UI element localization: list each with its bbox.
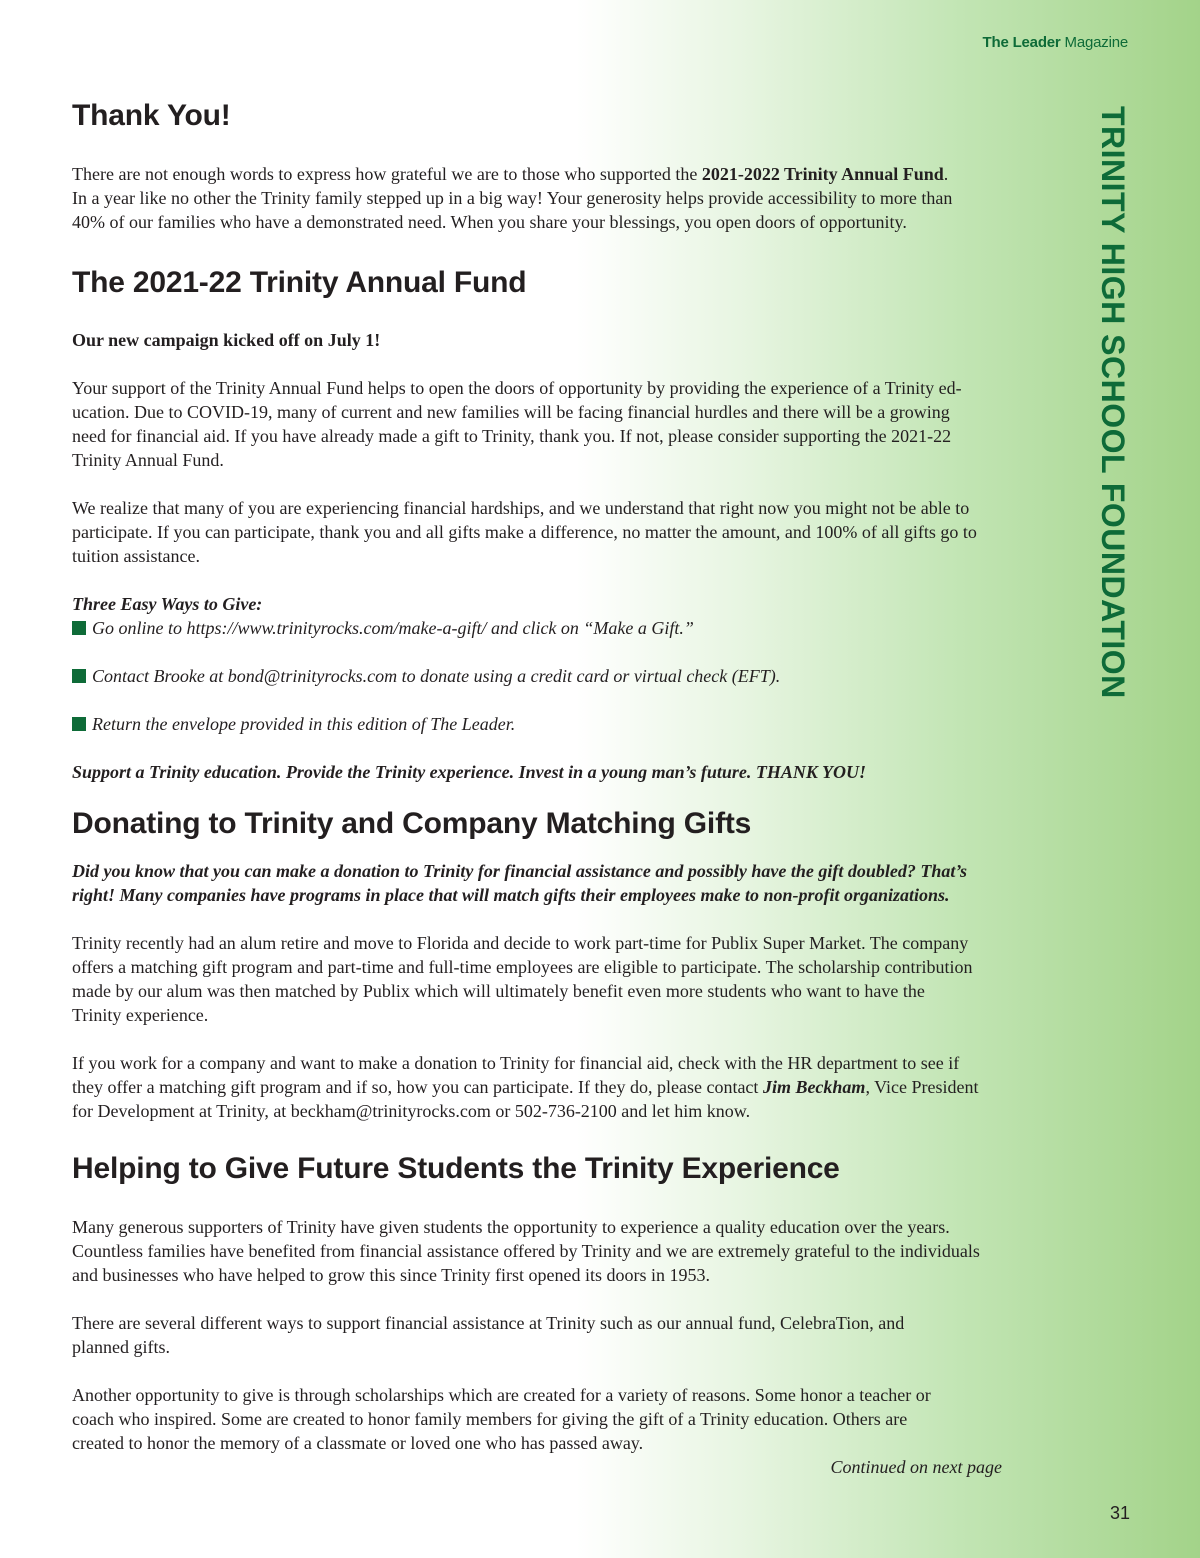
heading-thank-you: Thank You!: [72, 99, 231, 132]
text-line: need for financial aid. If you have already made a gift to Trinity, thank you. If not, please consider supporting the 2021-22: [72, 426, 952, 446]
text-line: Countless families have benefited from financial assistance offered by Trinity and we are extremely grateful to the individuals: [72, 1241, 980, 1261]
way-text: Return the envelope provided in this edition of The Leader.: [92, 714, 516, 734]
text-line: right! Many companies have programs in place that will match gifts their employees make to non-profit organizations.: [72, 885, 950, 905]
text-line: created to honor the memory of a classmate or loved one who has passed away.: [72, 1433, 644, 1453]
text-line: ucation. Due to COVID-19, many of current and new families will be facing financial hurdles and there will be a growing: [72, 402, 950, 422]
text-line: tuition assistance.: [72, 546, 200, 566]
matching-intro: [72, 859, 1072, 907]
header-brand: The Leader: [982, 34, 1061, 51]
way-item: [72, 664, 1072, 688]
text-run: , Vice President: [865, 1077, 979, 1097]
text-run: they offer a matching gift program and if so, how you can participate. If they do, please contact: [72, 1077, 763, 1097]
text-run: There are not enough words to express how grateful we are to those who supported the: [72, 164, 702, 184]
side-title: TRINITY HIGH SCHOOL FOUNDATION: [1095, 106, 1131, 699]
kickoff-text: Our new campaign kicked off on July 1!: [72, 330, 381, 350]
magazine-header: [983, 34, 1128, 51]
text-line: In a year like no other the Trinity family stepped up in a big way! Your generosity helps provide accessibility to more than: [72, 188, 953, 208]
text-line: Your support of the Trinity Annual Fund helps to open the doors of opportunity by providing the experience of a Trinity ed-: [72, 378, 962, 398]
header-suffix: Magazine: [1064, 34, 1128, 51]
text-line: made by our alum was then matched by Publix which will ultimately benefit even more students who want to have the: [72, 981, 925, 1001]
green-square-bullet-icon: [72, 669, 86, 683]
thank-you-paragraph: [72, 162, 1072, 234]
heading-matching-gifts: Donating to Trinity and Company Matching Gifts: [72, 807, 752, 840]
hr-paragraph: [72, 1051, 1072, 1123]
ways-title-text: Three Easy Ways to Give:: [72, 594, 263, 614]
hardship-paragraph: [72, 496, 1072, 568]
publix-paragraph: [72, 931, 1072, 1027]
text-line: participate. If you can participate, thank you and all gifts make a difference, no matter the amount, and 100% of all gifts go to: [72, 522, 977, 542]
support-paragraph: [72, 376, 1072, 472]
heading-annual-fund: The 2021-22 Trinity Annual Fund: [72, 266, 527, 299]
text-run: .: [943, 164, 949, 184]
text-line: coach who inspired. Some are created to honor family members for giving the gift of a Trinity education. Others are: [72, 1409, 908, 1429]
text-line: 40% of our families who have a demonstrated need. When you share your blessings, you open doors of opportunity.: [72, 212, 907, 232]
text-line: If you work for a company and want to make a donation to Trinity for financial aid, check with the HR department to see if: [72, 1053, 960, 1073]
continued-note: Continued on next page: [830, 1457, 1002, 1477]
article: [72, 96, 1072, 1479]
way-text: Go online to https://www.trinityrocks.com/make-a-gift/ and click on “Make a Gift.”: [92, 618, 694, 638]
text-line: We realize that many of you are experiencing financial hardships, and we understand that right now you might not be able to: [72, 498, 970, 518]
heading-future-students: Helping to Give Future Students the Trinity Experience: [72, 1152, 840, 1185]
text-line: Another opportunity to give is through scholarships which are created for a variety of reasons. Some honor a teacher or: [72, 1385, 931, 1405]
text-line: Did you know that you can make a donation to Trinity for financial assistance and possibly have the gift doubled? That’s: [72, 861, 968, 881]
text-line: and businesses who have helped to grow this since Trinity first opened its doors in 1953.: [72, 1265, 710, 1285]
text-line: There are several different ways to support financial assistance at Trinity such as our annual fund, CelebraTion, and: [72, 1313, 905, 1333]
ways-support-paragraph: [72, 1311, 1072, 1359]
green-square-bullet-icon: [72, 621, 86, 635]
tagline-text: Support a Trinity education. Provide the Trinity experience. Invest in a young man’s future. THANK YOU!: [72, 762, 867, 782]
text-line: Trinity Annual Fund.: [72, 450, 224, 470]
green-square-bullet-icon: [72, 717, 86, 731]
text-line: Trinity experience.: [72, 1005, 209, 1025]
way-text: Contact Brooke at bond@trinityrocks.com to donate using a credit card or virtual check (EFT).: [92, 666, 781, 686]
kickoff-line: [72, 328, 1072, 352]
way-item: [72, 712, 1072, 736]
page-number: 31: [1109, 1503, 1130, 1523]
text-line: Trinity recently had an alum retire and move to Florida and decide to work part-time for Publix Super Market. The company: [72, 933, 969, 953]
text-line: planned gifts.: [72, 1337, 170, 1357]
text-line: offers a matching gift program and part-time and full-time employees are eligible to participate. The scholarship contribution: [72, 957, 973, 977]
annual-fund-bold: 2021-2022 Trinity Annual Fund: [701, 164, 944, 184]
text-line: for Development at Trinity, at beckham@trinityrocks.com or 502-736-2100 and let him know.: [72, 1101, 751, 1121]
supporters-paragraph: [72, 1215, 1072, 1287]
tagline: [72, 760, 1072, 784]
text-line: Many generous supporters of Trinity have given students the opportunity to experience a quality education over the years.: [72, 1217, 950, 1237]
ways-title: [72, 592, 1072, 616]
way-item: [72, 616, 1072, 640]
scholarships-paragraph: [72, 1383, 1072, 1455]
contact-name: Jim Beckham: [762, 1077, 866, 1097]
